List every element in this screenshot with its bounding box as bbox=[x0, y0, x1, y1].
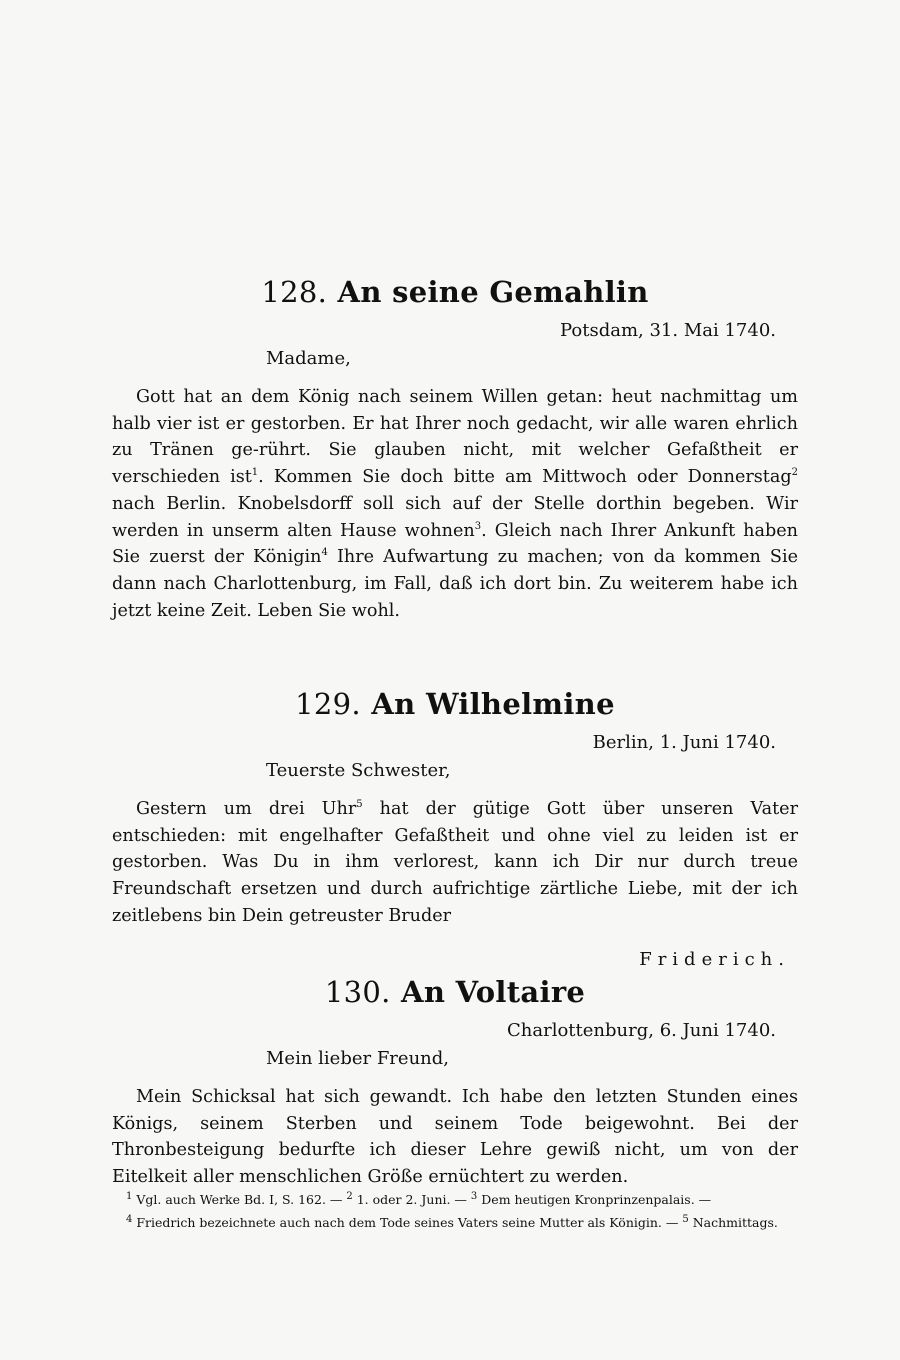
signature: Friderich. bbox=[639, 949, 790, 971]
letter-number: 128. bbox=[261, 275, 328, 309]
letter-body bbox=[112, 796, 798, 930]
footnote-line bbox=[112, 1188, 798, 1211]
salutation: Mein lieber Freund, bbox=[266, 1048, 449, 1069]
body-text-segment: Gestern um drei Uhr bbox=[136, 799, 357, 819]
footnote-text: Vgl. auch Werke Bd. I, S. 162. — bbox=[132, 1192, 347, 1207]
footnote-line bbox=[112, 1211, 798, 1234]
footnote-text: Nachmittags. bbox=[688, 1215, 778, 1230]
footnote-number: 1 bbox=[126, 1190, 133, 1202]
footnotes bbox=[112, 1188, 798, 1234]
body-text-segment: . Gleich nach Ihrer Ankunft haben Sie zuerst der Königin bbox=[112, 520, 798, 568]
body-text-segment: . Kommen Sie doch bitte am Mittwoch oder Donnerstag bbox=[258, 467, 792, 488]
footnote-number: 4 bbox=[126, 1213, 133, 1225]
footnote-ref: 5 bbox=[356, 799, 363, 811]
letter-129 bbox=[112, 684, 798, 973]
footnote-number: 3 bbox=[470, 1190, 478, 1202]
body-text-segment: Gott hat an dem König nach seinem Willen getan: heut nachmittag um halb vier ist er gestorben. Er hat Ihrer noch gedacht, wir alle waren ehrlich zu Tränen ge-rührt. Sie glauben nicht, mit welcher Gefaßtheit er verschieden ist bbox=[112, 387, 798, 488]
letter-128 bbox=[112, 272, 798, 642]
letter-title: An Wilhelmine bbox=[371, 687, 615, 721]
salutation: Teuerste Schwester, bbox=[266, 760, 451, 781]
letter-body bbox=[112, 384, 798, 624]
dateline: Charlottenburg, 6. Juni 1740. bbox=[507, 1020, 776, 1041]
footnote-number: 2 bbox=[346, 1190, 353, 1202]
footnote-ref: 2 bbox=[791, 467, 798, 479]
letter-number: 129. bbox=[295, 687, 361, 721]
footnote-text: Dem heutigen Kronprinzenpalais. — bbox=[477, 1192, 712, 1207]
footnote-ref: 3 bbox=[474, 520, 482, 532]
letter-title: An Voltaire bbox=[401, 975, 586, 1009]
footnote-ref: 1 bbox=[251, 467, 259, 479]
dateline: Berlin, 1. Juni 1740. bbox=[592, 732, 776, 753]
footnote-ref: 4 bbox=[321, 547, 328, 559]
letter-heading bbox=[112, 684, 798, 724]
body-text-segment: nach Berlin. Knobelsdorff soll sich auf der Stelle dorthin begeben. Wir werden in unserm alten Hause wohnen bbox=[112, 493, 798, 541]
footnote-text: Friedrich bezeichnete auch nach dem Tode seines Vaters seine Mutter als Königin. — bbox=[132, 1215, 683, 1230]
letter-title: An seine Gemahlin bbox=[337, 275, 649, 309]
salutation: Madame, bbox=[266, 348, 351, 369]
letter-heading bbox=[112, 272, 798, 312]
dateline: Potsdam, 31. Mai 1740. bbox=[560, 320, 776, 341]
letter-130 bbox=[112, 972, 798, 1208]
letter-heading bbox=[112, 972, 798, 1012]
body-text-segment: hat der gütige Gott über unseren Vater entschieden: mit engelhafter Gefaßtheit und ohne viel zu leiden ist er gestorben. Was Du in ihm verlorest, kann ich Dir nur durch treue Freundschaft ersetzen und durch aufrichtige zärtliche Liebe, mit der ich zeitlebens bin Dein getreuster Bruder bbox=[112, 799, 798, 926]
letter-body: Mein Schicksal hat sich gewandt. Ich habe den letzten Stunden eines Königs, seinem Sterben und seinem Tode beigewohnt. Bei der Thronbesteigung bedurfte ich dieser Lehre gewiß nicht, um von der Eitelkeit aller menschlichen Größe ernüchtert zu werden. bbox=[112, 1087, 798, 1188]
body-text-segment: Ihre Aufwartung zu machen; von da kommen Sie dann nach Charlottenburg, im Fall, daß ich dort bin. Zu weiterem habe ich jetzt keine Zeit. Leben Sie wohl. bbox=[112, 547, 799, 621]
letter-number: 130. bbox=[324, 975, 391, 1009]
footnote-number: 5 bbox=[682, 1213, 689, 1225]
footnote-text: 1. oder 2. Juni. — bbox=[352, 1192, 471, 1207]
